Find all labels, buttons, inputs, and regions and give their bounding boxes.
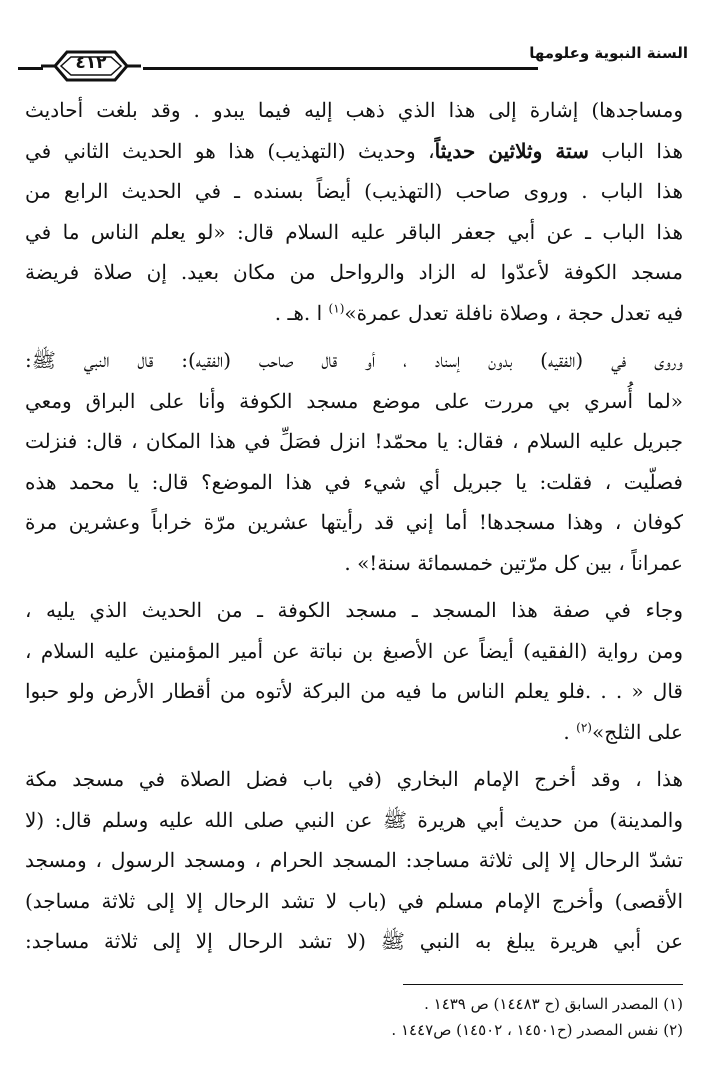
text-line: تشدّ الرحال إلا إلى ثلاثة مساجد: المسجد الحرام ، ومسجد الرسول ، ومسجد: [25, 848, 683, 872]
page-header: [18, 38, 688, 84]
text-line: «لما أُسري بي مررت على موضع مسجد الكوفة وأنا على البراق ومعي: [25, 388, 683, 413]
text-line: الأقصى) وأخرج الإمام مسلم في (باب لا تشد الرحال إلا إلى ثلاثة مساجد): [25, 888, 683, 913]
text-line: فصلّيت ، فقلت: يا جبريل أي شيء في هذا الموضع؟ قال: يا محمد هذه: [25, 469, 683, 494]
footnote-2: (٢) نفس المصدر (ح١٤٥٠١ ، ١٤٥٠٢) ص١٤٤٧ .: [391, 1021, 683, 1039]
text-line: ومن رواية (الفقيه) أيضاً عن الأصبغ بن نباتة عن أمير المؤمنين عليه السلام ،: [25, 638, 683, 663]
text-line: عمراناً ، بين كل مرّتين خمسمائة سنة!» .: [344, 550, 683, 575]
text-run: هذا الباب: [601, 138, 683, 163]
text-line: هذا ، وقد أخرج الإمام البخاري (في باب فضل الصلاة في مسجد مكة: [25, 767, 683, 791]
emphasis-text: ستة وثلاثين حديثاً: [434, 138, 589, 163]
text-line: وجاء في صفة هذا المسجد ـ مسجد الكوفة ـ من الحديث الذي يليه ،: [25, 598, 683, 622]
main-text: [25, 90, 683, 962]
paragraph-1: [25, 90, 683, 333]
text-line: ومساجدها) إشارة إلى هذا الذي ذهب إليه فيما يبدو . وقد بلغت أحاديث: [25, 98, 683, 122]
text-line: [25, 293, 683, 334]
text-line: قال « . . .فلو يعلم الناس ما فيه من البركة لأتوه من أقطار الأرض ولو حبوا: [25, 679, 683, 703]
page-number: ٤١٢: [75, 53, 107, 73]
text-line: [25, 712, 683, 753]
text-line: هذا الباب . وروى صاحب (التهذيب) أيضاً بسنده ـ في الحديث الرابع من: [25, 179, 683, 203]
text-line: جبريل عليه السلام ، فقال: يا محمّد! انزل فصَلِّ في هذا المكان ، قال: فنزلت: [25, 429, 683, 453]
footnote-ref[interactable]: (١): [328, 300, 345, 315]
running-title: السنة النبوية وعلومها: [529, 44, 688, 62]
footnotes: [25, 991, 683, 1043]
text-line: كوفان ، وهذا مسجدها! أما إني قد رأيتها عشرين مرّة خراباً وعشرين مرة: [25, 510, 683, 534]
header-rule-left: [18, 67, 43, 70]
text-run: .: [563, 719, 577, 744]
footnote-separator: [403, 984, 683, 985]
footnote-ref[interactable]: (٢): [576, 719, 592, 734]
text-line: [25, 131, 683, 172]
text-run: على الثلج»: [591, 719, 683, 744]
text-line: مسجد الكوفة لأعدّوا له الزاد والرواحل من مكان بعيد. إن صلاة فريضة: [25, 260, 683, 284]
footnote-1: (١) المصدر السابق (ح ١٤٤٨٣) ص ١٤٣٩ .: [424, 995, 683, 1013]
text-line: وروى في (الفقيه) بدون إسناد ، أو قال صاحب (الفقيه): قال النبي ﷺ:: [25, 348, 683, 372]
paragraph-4: [25, 759, 683, 962]
text-run: فيه تعدل حجة ، وصلاة نافلة تعدل عمرة»: [344, 300, 683, 325]
text-line: والمدينة) من حديث أبي هريرة ﷺ عن النبي صلى الله عليه وسلم قال: (لا: [25, 807, 683, 832]
text-run: ا .هـ .: [274, 300, 329, 325]
text-line: عن أبي هريرة يبلغ به النبي ﷺ (لا تشد الرحال إلا إلى ثلاثة مساجد:: [25, 929, 683, 953]
text-run: ، وحديث (التهذيب) هذا هو الحديث الثاني في: [25, 138, 435, 163]
paragraph-3: [25, 590, 683, 752]
header-rule: [143, 67, 538, 70]
paragraph-2: [25, 340, 683, 583]
text-line: هذا الباب ـ عن أبي جعفر الباقر عليه السلام قال: «لو يعلم الناس ما في: [25, 219, 683, 244]
